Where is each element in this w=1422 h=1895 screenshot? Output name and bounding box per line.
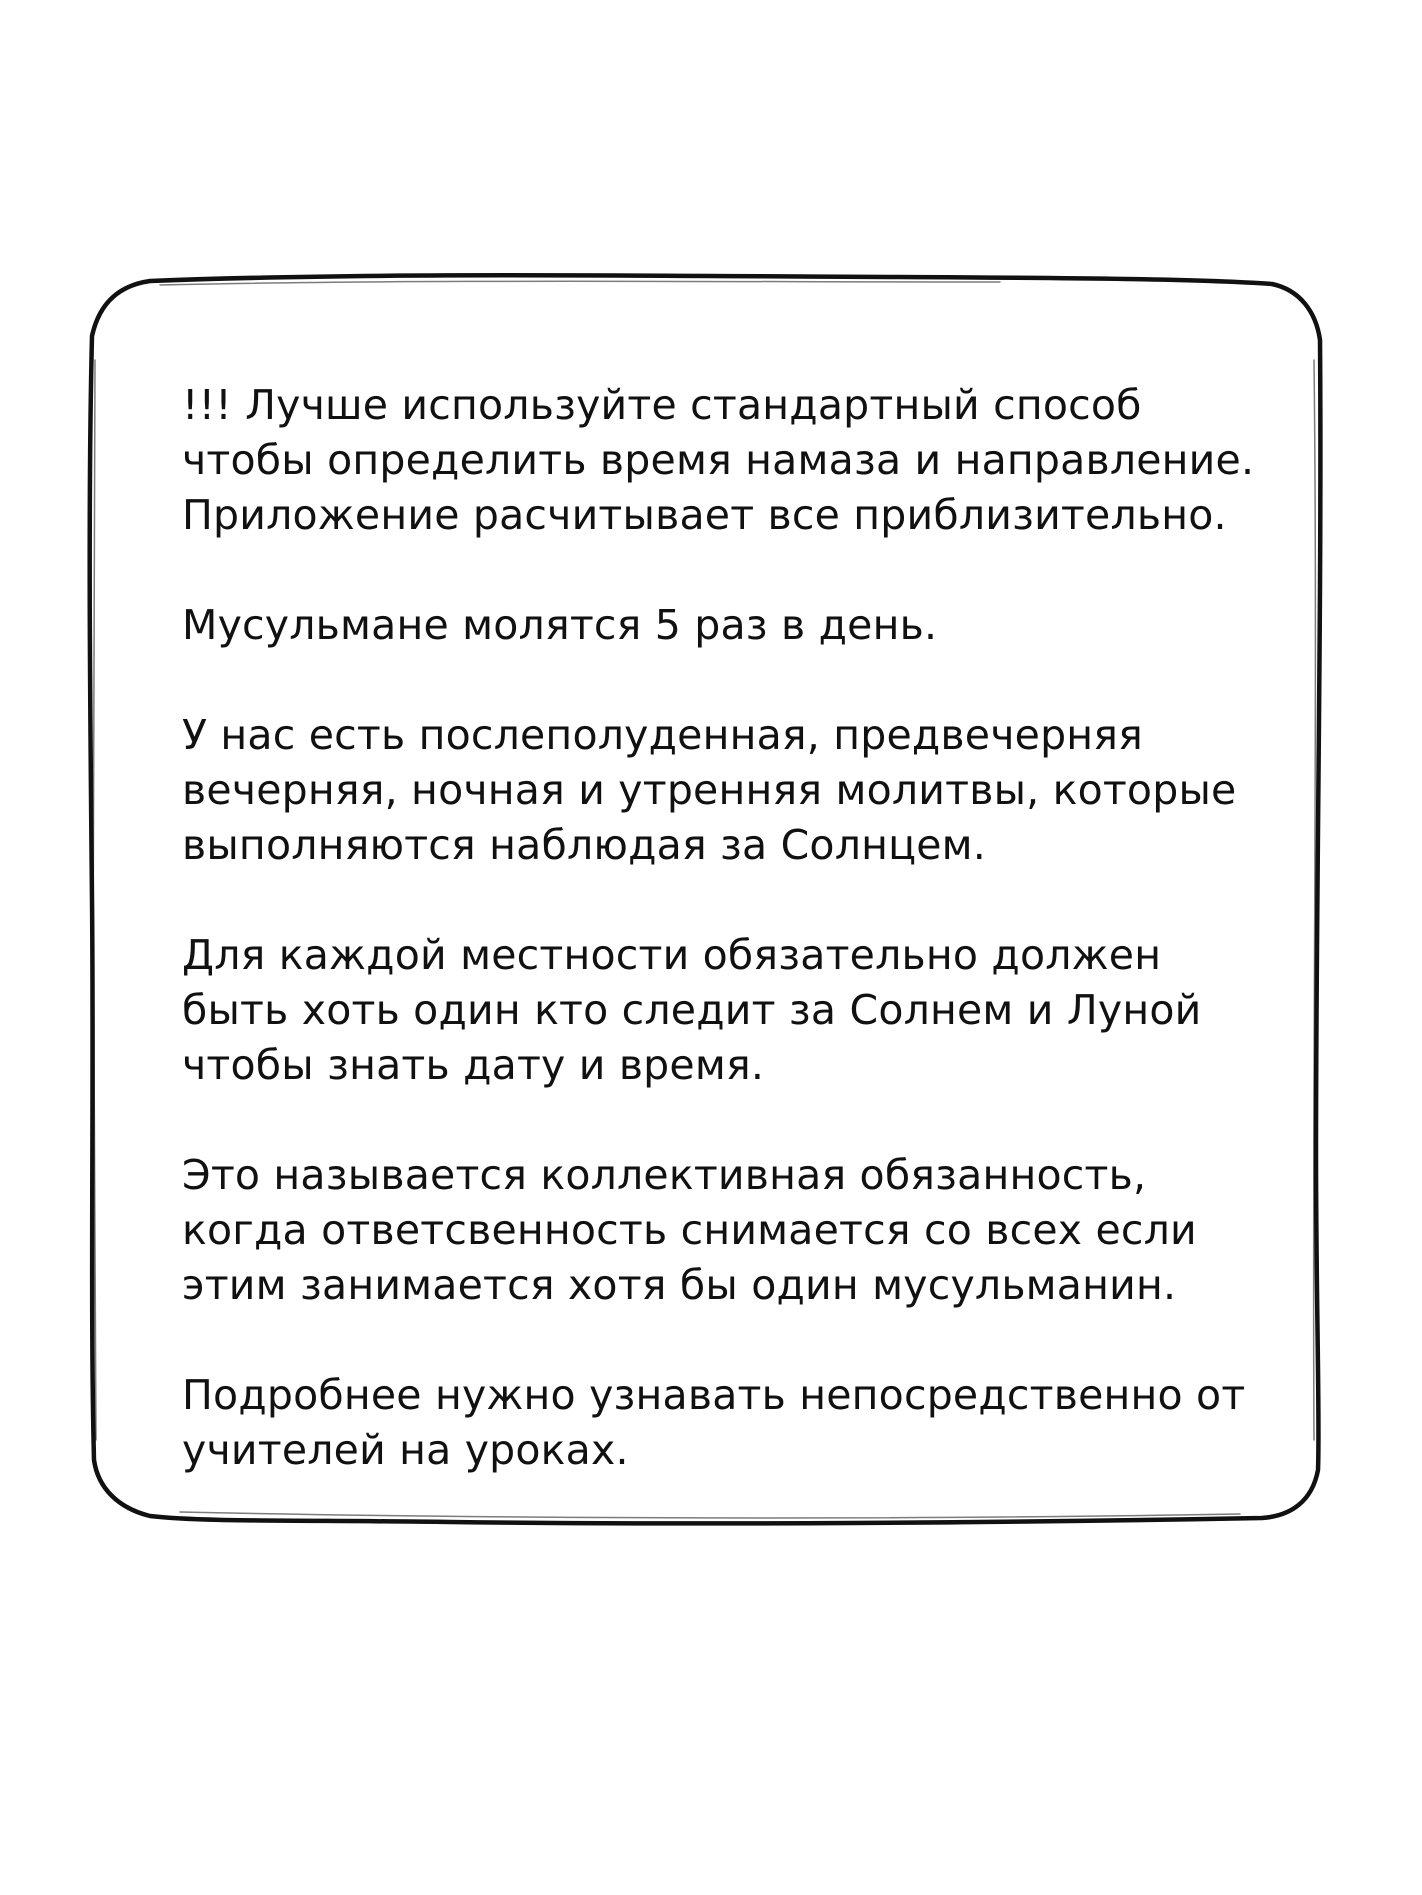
notice-paragraph-warning: !!! Лучше используйте стандартный способ чтобы определить время намаза и направление. Приложение расчитывает все приблизительно. [182,381,1255,539]
notice-paragraph-prayer-names: У нас есть послеполуденная, предвечерняя вечерняя, ночная и утренняя молитвы, которые выполняются наблюдая за Солнцем. [182,711,1237,869]
notice-paragraph-learn-more: Подробнее нужно узнавать непосредственно от учителей на уроках. [182,1371,1246,1474]
notice-paragraph-collective-duty: Это называется коллективная обязанность, когда ответсвенность снимается со всех если этим занимается хотя бы один мусульманин. [182,1151,1197,1309]
notice-paragraph-observer: Для каждой местности обязательно должен быть хоть один кто следит за Солнем и Луной чтобы знать дату и время. [182,931,1202,1089]
notice-text-block [182,378,1262,1478]
notice-paragraph-prayers-count: Мусульмане молятся 5 раз в день. [182,601,938,649]
